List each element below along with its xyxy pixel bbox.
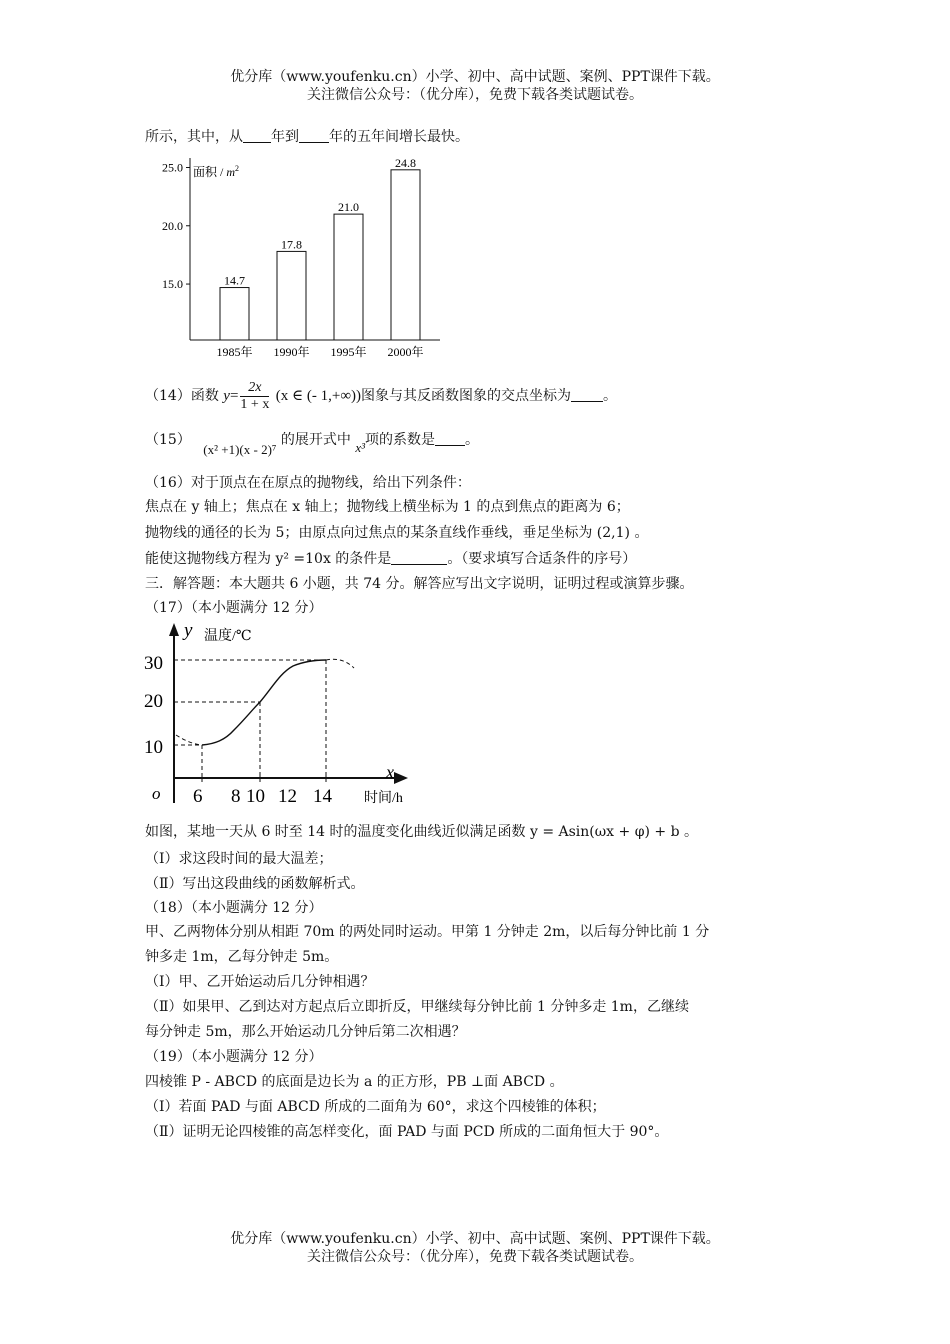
bar-chart xyxy=(150,150,450,365)
q15-number: （15） xyxy=(145,432,191,448)
bar-1985年 xyxy=(220,288,249,340)
footer-line-1: 优分库（www.youfenku.cn）小学、初中、高中试题、案例、PPT课件下载。 xyxy=(230,1231,720,1247)
bar-chart-ytick-label: 15.0 xyxy=(162,277,183,292)
footer-line-2: 关注微信公众号：（优分库），免费下载各类试题试卷。 xyxy=(307,1249,643,1265)
q14-line xyxy=(145,376,617,416)
q16-line-4 xyxy=(145,549,636,569)
q16-line-1: （16）对于顶点在在原点的抛物线，给出下列条件： xyxy=(145,475,471,491)
temperature-graph xyxy=(140,618,430,810)
bar-1995年 xyxy=(334,214,363,340)
q16-line-4a: 能使这抛物线方程为 y² =10x 的条件是 xyxy=(145,551,392,567)
bar-category-label: 2000年 xyxy=(387,345,424,359)
temp-x-unit: 时间/h xyxy=(364,791,403,806)
temp-x-tick-14: 14 xyxy=(313,786,332,807)
q19-title: （19）（本小题满分 12 分） xyxy=(145,1049,323,1065)
q18-part-2a: （Ⅱ）如果甲、乙到达对方起点后立即折反，甲继续每分钟比前 1 分钟多走 1m，乙继续 xyxy=(145,999,689,1015)
q16-blank xyxy=(391,550,447,565)
q16-line-2: 焦点在 y 轴上；焦点在 x 轴上；抛物线上横坐标为 1 的点到焦点的距离为 6； xyxy=(145,499,630,515)
q18-title: （18）（本小题满分 12 分） xyxy=(145,900,323,916)
q14-prefix: 函数 xyxy=(190,388,219,404)
q14-numerator: 2x xyxy=(240,380,269,397)
header-line-1: 优分库（www.youfenku.cn）小学、初中、高中试题、案例、PPT课件下载。 xyxy=(230,69,720,85)
bar-value-label: 17.8 xyxy=(281,237,302,252)
q17-text: 如图，某地一天从 6 时至 14 时的温度变化曲线近似满足函数 y = Asin(ωx + φ) + b 。 xyxy=(145,824,699,840)
q18-line-2: 钟多走 1m，乙每分钟走 5m。 xyxy=(145,949,339,965)
q13-blank-2 xyxy=(299,128,329,143)
q17-title: （17）（本小题满分 12 分） xyxy=(145,600,323,616)
temp-y-label: y xyxy=(184,620,193,641)
q13-blank-1 xyxy=(243,128,271,143)
q15-mid: 的展开式中 xyxy=(280,432,351,448)
temp-curve-left-extension xyxy=(176,735,202,745)
q19-part-1: （Ⅰ）若面 PAD 与面 ABCD 所成的二面角为 60°，求这个四棱锥的体积； xyxy=(145,1099,606,1115)
temp-x-tick-10: 10 xyxy=(246,786,265,807)
q15-line xyxy=(145,428,480,457)
q15-blank xyxy=(435,431,465,446)
q16-line-3: 抛物线的通径的长为 5；由原点向过焦点的某条直线作垂线，垂足坐标为 (2,1) 。 xyxy=(145,525,649,541)
section-3-heading: 三．解答题：本大题共 6 小题，共 74 分。解答应写出文字说明，证明过程或演算步骤。 xyxy=(145,576,694,592)
q18-part-2b: 每分钟走 5m，那么开始运动几分钟后第二次相遇？ xyxy=(145,1024,466,1040)
q15-end: 。 xyxy=(465,432,480,448)
q18-line-1: 甲、乙两物体分别从相距 70m 的两处同时运动。甲第 1 分钟走 2m，以后每分钟比前 1 分 xyxy=(145,924,710,940)
q15-x3: x³ xyxy=(355,440,366,455)
q13-part2: 年到 xyxy=(271,129,299,145)
temp-y-tick-30: 30 xyxy=(144,653,163,674)
bar-category-label: 1990年 xyxy=(273,345,310,359)
bar-chart-ylabel: 面积 / $m^2$ xyxy=(193,164,240,179)
q14-domain: (x ∈ (- 1,+∞)) xyxy=(275,388,362,404)
q19-part-2: （Ⅱ）证明无论四棱锥的高怎样变化，面 PAD 与面 PCD 所成的二面角恒大于 90°。 xyxy=(145,1124,669,1140)
q13-text xyxy=(145,127,469,147)
temp-x-label: x xyxy=(386,762,394,782)
q18-part-1: （Ⅰ）甲、乙开始运动后几分钟相遇？ xyxy=(145,974,375,990)
q13-part1: 所示，其中，从 xyxy=(145,129,243,145)
q14-y: y xyxy=(223,388,230,404)
bar-value-label: 24.8 xyxy=(395,155,416,170)
bar-2000年 xyxy=(391,170,420,340)
q14-end: 。 xyxy=(603,388,618,404)
bar-chart-ytick-label: 25.0 xyxy=(162,160,183,175)
bar-value-label: 14.7 xyxy=(224,273,245,288)
temp-origin: o xyxy=(152,784,161,803)
q14-eq: = xyxy=(229,388,239,404)
q14-blank xyxy=(571,387,603,402)
temp-x-tick-6: 6 xyxy=(193,786,203,807)
q17-part-2: （Ⅱ）写出这段曲线的函数解析式。 xyxy=(145,876,365,892)
temp-x-arrow-icon xyxy=(394,772,408,784)
bar-chart-ytick-label: 20.0 xyxy=(162,218,183,233)
q16-line-4b: 。（要求填写合适条件的序号） xyxy=(447,551,637,567)
temp-guides xyxy=(174,659,354,778)
q19-line-1: 四棱锥 P - ABCD 的底面是边长为 a 的正方形，PB ⊥面 ABCD 。 xyxy=(145,1074,564,1090)
q14-number: （14） xyxy=(145,388,191,404)
q14-denominator: 1 + x xyxy=(240,396,270,412)
q14-suffix: 图象与其反函数图象的交点坐标为 xyxy=(361,388,572,404)
temp-x-tick-8: 8 xyxy=(231,786,241,807)
bar-value-label: 21.0 xyxy=(338,200,359,215)
q13-part3: 年的五年间增长最快。 xyxy=(329,129,469,145)
bar-1990年 xyxy=(277,251,306,340)
bar-category-label: 1985年 xyxy=(216,345,253,359)
q17-part-1: （Ⅰ）求这段时间的最大温差； xyxy=(145,851,333,867)
q15-suffix: 项的系数是 xyxy=(365,432,436,448)
temp-y-tick-20: 20 xyxy=(144,691,163,712)
temp-x-tick-12: 12 xyxy=(278,786,297,807)
temp-y-arrow-icon xyxy=(169,623,179,636)
temp-curve-right-extension xyxy=(326,659,354,668)
temp-y-unit: 温度/℃ xyxy=(204,629,252,644)
temp-y-tick-10: 10 xyxy=(144,737,163,758)
q14-fraction xyxy=(240,380,269,413)
q15-expression: (x² +1)(x - 2)⁷ xyxy=(203,442,277,457)
header-line-2: 关注微信公众号：（优分库），免费下载各类试题试卷。 xyxy=(307,87,643,103)
bar-category-label: 1995年 xyxy=(330,345,367,359)
temp-curve xyxy=(202,660,326,745)
